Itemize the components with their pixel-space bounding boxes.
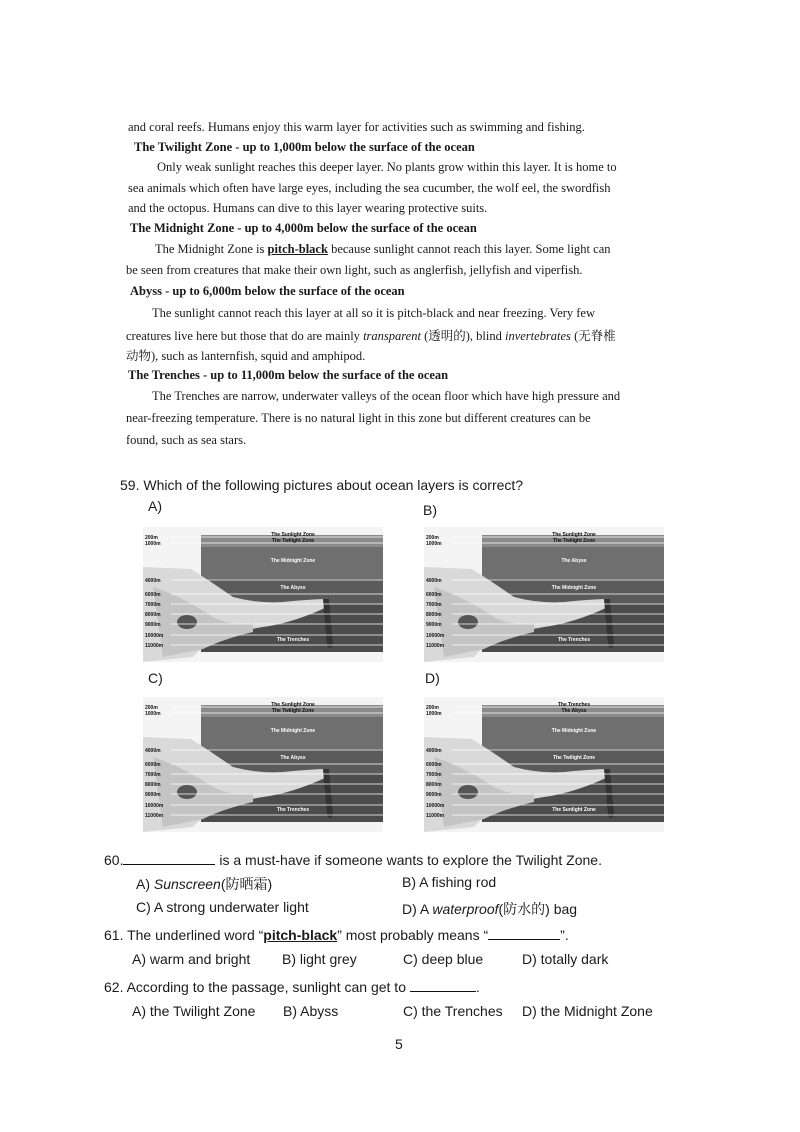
depth-label: 7000m [145,602,161,608]
depth-label: 9000m [145,792,161,798]
zone-label: The Trenches [557,637,591,643]
passage-line: near-freezing temperature. There is no natural light in this zone but different creatures can be [126,411,591,425]
depth-label: 6000m [426,762,442,768]
page-number: 5 [395,1036,403,1052]
option-61-a[interactable]: A) warm and bright [132,951,251,967]
option-b-label: B) [423,502,437,518]
zone-label: The Midnight Zone [270,728,316,734]
passage-line: found, such as sea stars. [126,433,247,447]
question-59: 59. Which of the following pictures about ocean layers is correct? [120,477,524,493]
answer-blank [123,850,215,865]
zone-label: The Twilight Zone [271,708,315,714]
depth-label: 1000m [426,541,442,547]
zone-label: The Abyss [280,585,306,591]
ocean-layers-diagram [424,697,664,832]
depth-label: 10000m [145,803,164,809]
rock-shape [177,785,197,799]
option-62-d[interactable]: D) the Midnight Zone [522,1003,653,1019]
ocean-figure-b[interactable] [424,527,664,662]
zone-label: The Abyss [280,755,306,761]
depth-label: 8000m [426,782,442,788]
option-d-label: D) [425,670,440,686]
depth-label: 7000m [426,772,442,778]
passage-line: sea animals which often have large eyes, including the sea cucumber, the wolf eel, the swordfish [128,181,611,195]
depth-label: 1000m [145,711,161,717]
question-60: 60. is a must-have if someone wants to explore the Twilight Zone. [104,852,602,868]
underlined-word: pitch-black [263,927,338,943]
option-62-c[interactable]: C) the Trenches [403,1003,503,1019]
ocean-layers-diagram [143,527,383,662]
ocean-layers-diagram [424,527,664,662]
depth-label: 10000m [145,633,164,639]
depth-label: 6000m [426,592,442,598]
option-62-b[interactable]: B) Abyss [283,1003,339,1019]
answer-blank [410,977,476,992]
heading-abyss: Abyss - up to 6,000m below the surface of the ocean [130,284,405,298]
question-62: 62. According to the passage, sunlight can get to . [104,979,480,995]
depth-label: 1000m [426,711,442,717]
zone-label: The Sunlight Zone [552,532,596,538]
depth-label: 11000m [145,813,164,819]
zone-label: The Midnight Zone [551,728,597,734]
passage-line: and the octopus. Humans can dive to this layer wearing protective suits. [128,201,488,215]
option-60-d[interactable]: D) A waterproof(防水的) bag [402,901,578,917]
depth-label: 11000m [426,643,445,649]
ocean-figure-d[interactable] [424,697,664,832]
option-61-d[interactable]: D) totally dark [522,951,609,967]
zone-label: The Midnight Zone [270,558,316,564]
option-60-c[interactable]: C) A strong underwater light [136,899,309,915]
ocean-layers-diagram [143,697,383,832]
option-62-a[interactable]: A) the Twilight Zone [132,1003,256,1019]
depth-label: 4000m [426,748,442,754]
depth-label: 9000m [145,622,161,628]
depth-label: 4000m [145,748,161,754]
ocean-figure-a[interactable] [143,527,383,662]
zone-label: The Twilight Zone [271,538,315,544]
heading-twilight-zone: The Twilight Zone - up to 1,000m below the surface of the ocean [134,140,475,154]
zone-label: The Sunlight Zone [271,702,315,708]
passage-line: creatures live here but those that do are mainly transparent (透明的), blind invertebrates (无脊椎 [126,329,616,343]
depth-label: 10000m [426,633,445,639]
question-61: 61. The underlined word “pitch-black” most probably means “ ”. [104,927,569,943]
depth-label: 11000m [426,813,445,819]
depth-label: 200m [426,705,439,711]
depth-label: 7000m [145,772,161,778]
zone-label: The Twilight Zone [552,755,596,761]
underlined-word: pitch-black [267,242,328,256]
depth-label: 7000m [426,602,442,608]
zone-label: The Abyss [561,558,587,564]
depth-label: 200m [426,535,439,541]
zone-label: The Midnight Zone [551,585,597,591]
rock-shape [458,615,478,629]
passage-line: and coral reefs. Humans enjoy this warm layer for activities such as swimming and fishing. [128,120,585,134]
depth-label: 10000m [426,803,445,809]
heading-trenches: The Trenches - up to 11,000m below the surface of the ocean [128,368,449,382]
heading-midnight-zone: The Midnight Zone - up to 4,000m below the surface of the ocean [130,221,477,235]
option-a-label: A) [148,498,162,514]
depth-label: 6000m [145,762,161,768]
depth-label: 11000m [145,643,164,649]
depth-label: 4000m [426,578,442,584]
zone-label: The Sunlight Zone [271,532,315,538]
option-60-a[interactable]: A) Sunscreen(防晒霜) [136,876,273,892]
depth-label: 200m [145,705,158,711]
ocean-figure-c[interactable] [143,697,383,832]
passage-line: 动物), such as lanternfish, squid and amphipod. [126,349,366,363]
depth-label: 8000m [145,612,161,618]
zone-label: The Abyss [561,708,587,714]
rock-shape [458,785,478,799]
answer-blank [488,925,560,940]
option-61-c[interactable]: C) deep blue [403,951,484,967]
depth-label: 4000m [145,578,161,584]
zone-label: The Trenches [557,702,591,708]
option-60-b[interactable]: B) A fishing rod [402,874,497,890]
passage-line: The Midnight Zone is pitch-black because sunlight cannot reach this layer. Some light can [155,242,611,256]
passage-line: be seen from creatures that make their own light, such as anglerfish, jellyfish and viperfish. [126,263,583,277]
depth-label: 8000m [145,782,161,788]
depth-label: 1000m [145,541,161,547]
depth-label: 200m [145,535,158,541]
option-c-label: C) [148,670,163,686]
zone-label: The Sunlight Zone [552,807,596,813]
depth-label: 6000m [145,592,161,598]
passage-line: Only weak sunlight reaches this deeper layer. No plants grow within this layer. It is home to [157,160,617,174]
zone-label: The Twilight Zone [552,538,596,544]
depth-label: 9000m [426,622,442,628]
passage-line: The Trenches are narrow, underwater valleys of the ocean floor which have high pressure and [152,389,621,403]
passage-line: The sunlight cannot reach this layer at all so it is pitch-black and near freezing. Very few [152,306,596,320]
option-61-b[interactable]: B) light grey [282,951,357,967]
zone-label: The Trenches [276,637,310,643]
depth-label: 9000m [426,792,442,798]
rock-shape [177,615,197,629]
zone-label: The Trenches [276,807,310,813]
depth-label: 8000m [426,612,442,618]
